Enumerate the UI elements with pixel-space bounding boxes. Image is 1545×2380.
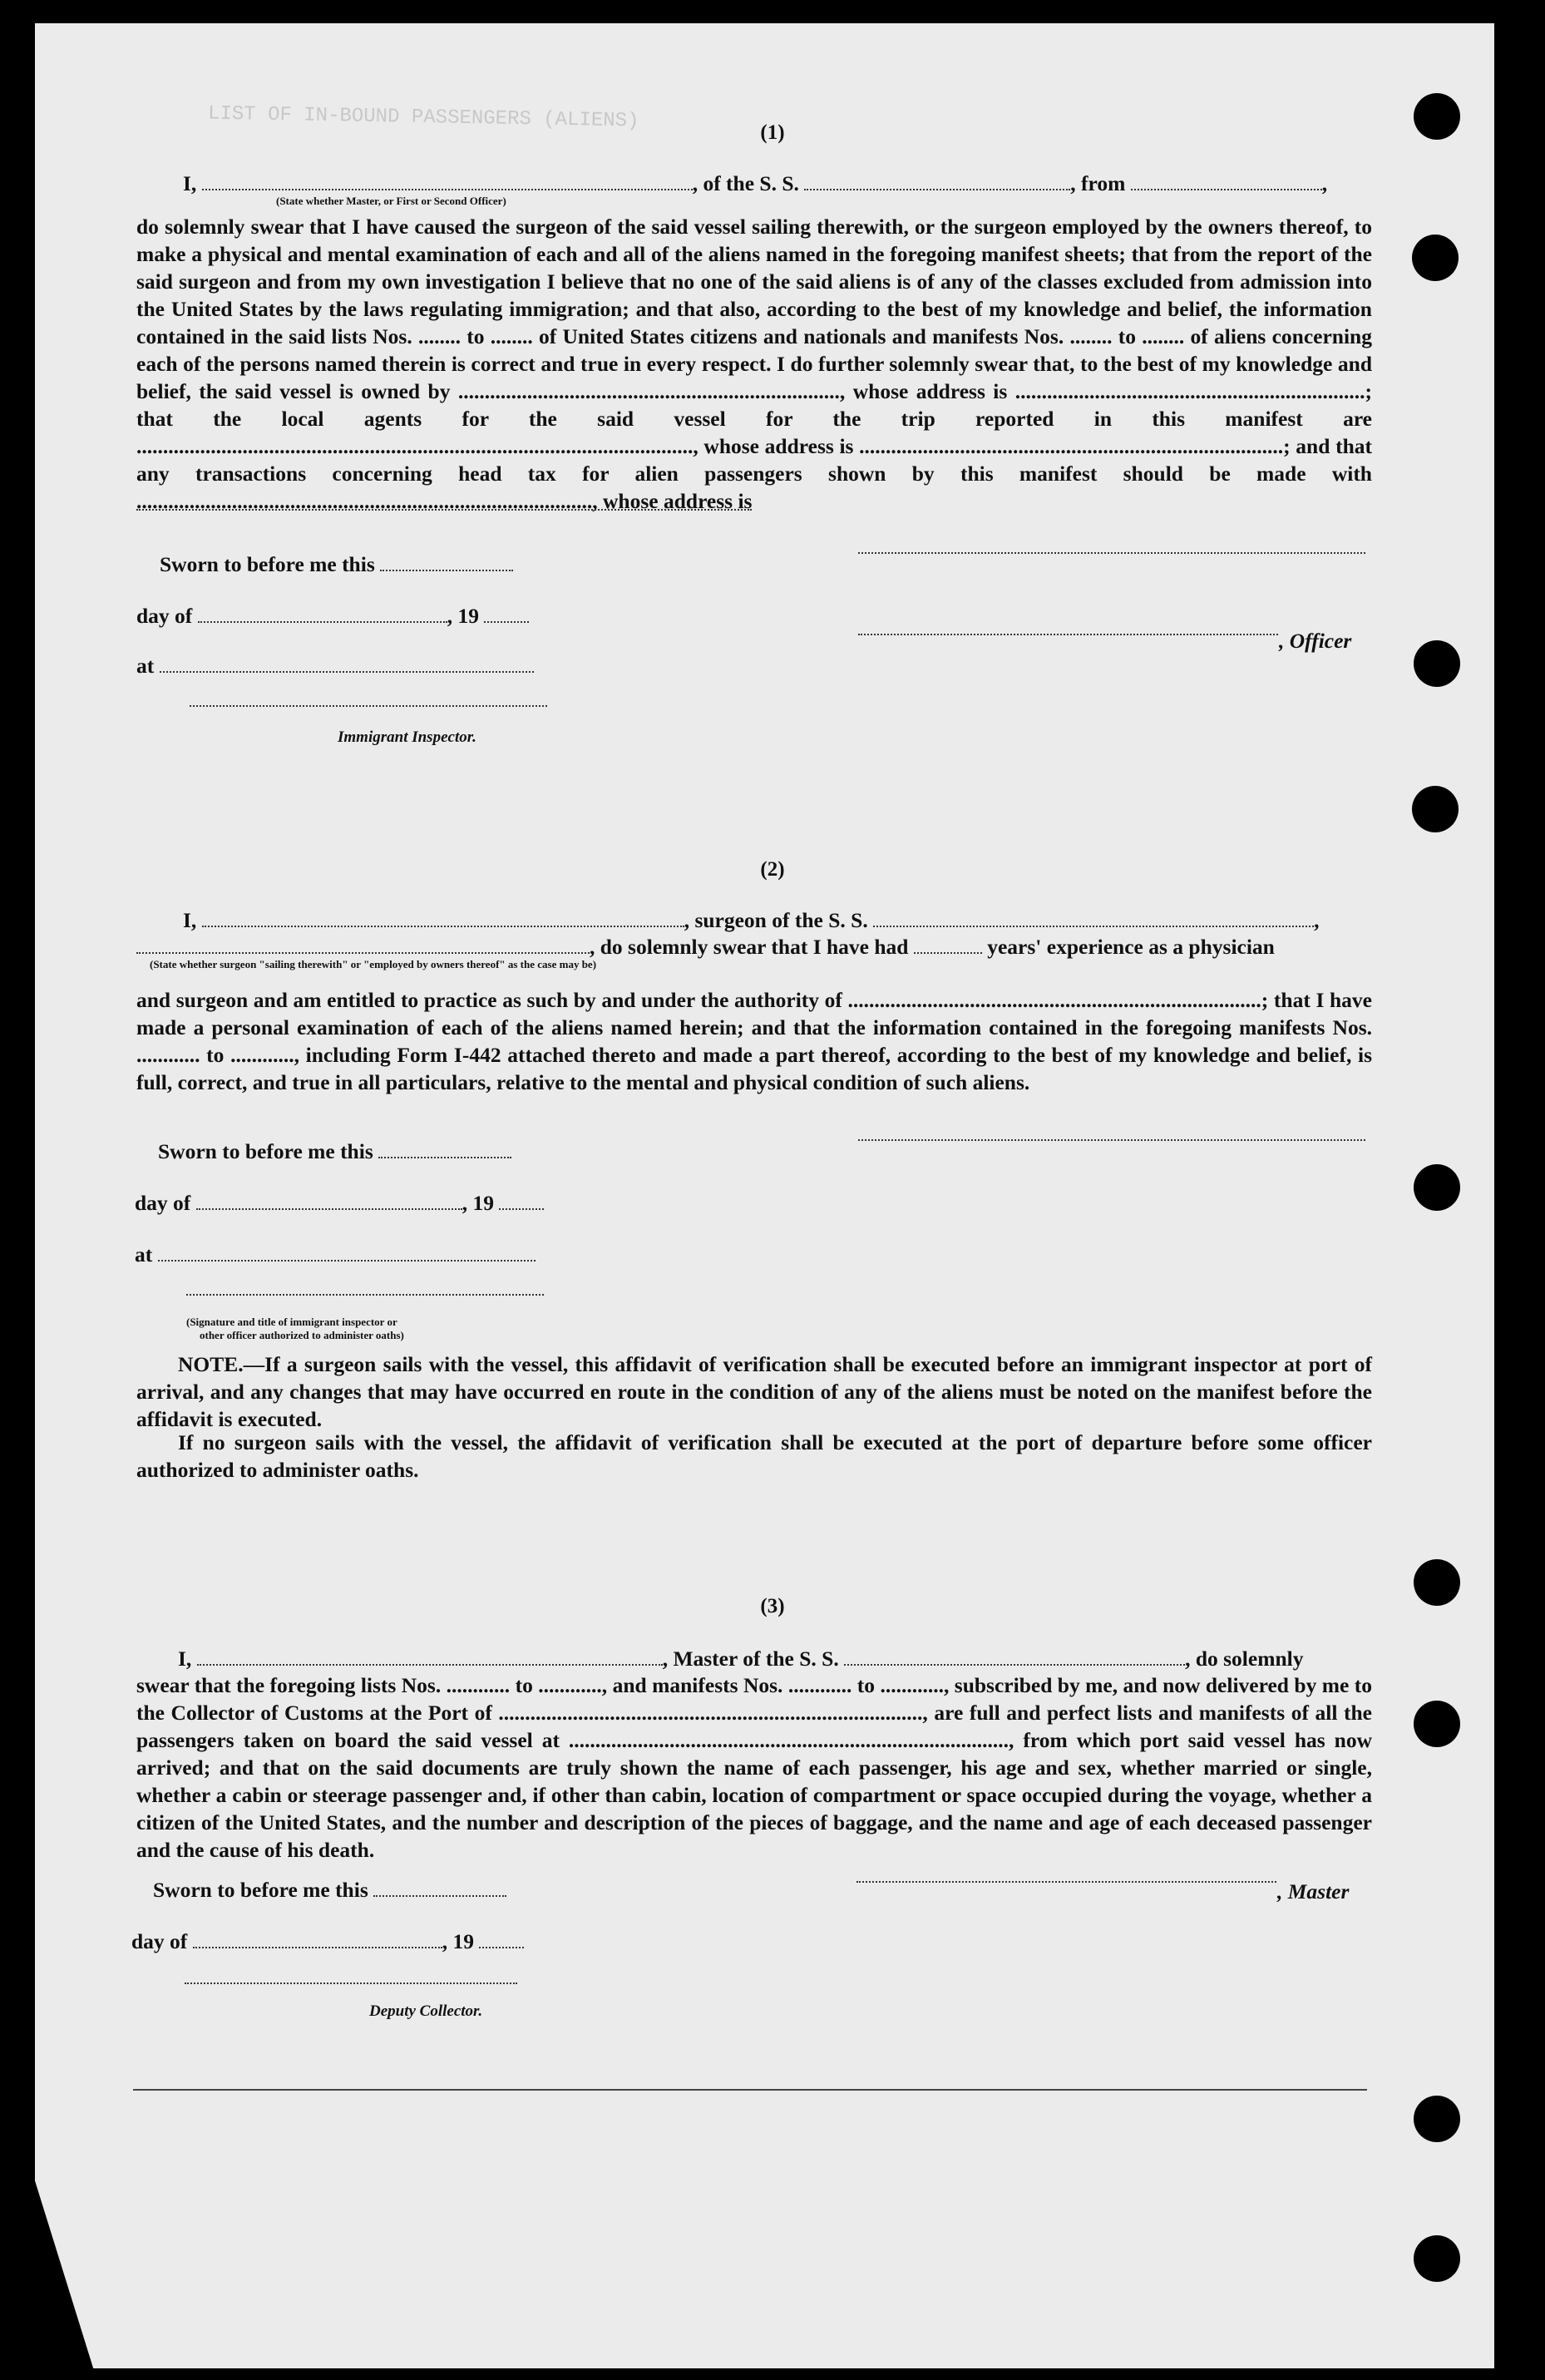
section-2-swear-line — [136, 935, 1275, 960]
note-paragraph: NOTE.—If a surgeon sails with the vessel, this affidavit of verification shall be executed before an immigrant inspector at port of arrival, and any changes that may have occurred en route in the condition of any of the aliens must be noted on the manifest before the affidavit is executed. — [136, 1352, 1372, 1431]
sworn-line — [158, 1139, 511, 1164]
section-1-number: (1) — [760, 121, 785, 144]
surgeon-vessel-field[interactable] — [873, 909, 1314, 927]
at-place-field[interactable] — [158, 1243, 536, 1262]
from-port-field[interactable] — [1131, 172, 1322, 190]
year-field[interactable] — [479, 1930, 524, 1948]
section-3-master-line — [178, 1647, 1303, 1671]
sworn-day-field[interactable] — [373, 1879, 506, 1897]
punch-hole — [1414, 2096, 1460, 2142]
i-label: I, — [178, 1647, 192, 1671]
do-solemnly-label: , do solemnly — [1185, 1647, 1304, 1671]
punch-hole — [1414, 2235, 1460, 2282]
master-vessel-field[interactable] — [844, 1647, 1185, 1666]
of-ss-label: , of the S. S. — [692, 171, 799, 195]
section-2-surgeon-line: I, , surgeon of the S. S. , — [183, 908, 1320, 932]
from-label: , from — [1070, 171, 1126, 195]
sworn-label: Sworn to before me this — [158, 1139, 373, 1163]
day-of-label: day of — [136, 604, 193, 628]
deputy-collector-caption: Deputy Collector. — [369, 2002, 483, 2020]
section-2-body: and surgeon and am entitled to practice as such by and under the authority of ..............................................................................; that I have made a personal examination of each of the aliens named herein; and that the information contained in the foregoing manifests Nos. ............ to ............, including Form I-442 attached thereto and made a part thereof, according to the best of my knowledge and belief, is full, correct, and true in all particulars, relative to the mental and physical condition of such aliens. — [136, 988, 1372, 1094]
officer-signature-line[interactable] — [858, 552, 1365, 554]
surgeon-of-label: , surgeon of the S. S. — [684, 908, 868, 932]
inspector-signature-line[interactable] — [186, 1294, 544, 1296]
section-1-body: do solemnly swear that I have caused the surgeon of the said vessel sailing therewith, or the surgeon employed by the owners thereof, to make a physical and mental examination of each and all of the aliens named in the foregoing manifest sheets; that from the report of the said surgeon and from my own investigation I believe that no one of the said aliens is of any of the classes excluded from admission into the United States by the laws regulating immigration; and that also, according to the best of my knowledge and belief, the information contained in the said lists Nos. ........ to ........ of United States citizens and nationals and manifests Nos. ........ to ........ of aliens concerning each of the persons named therein is correct and true in every respect. I do further solemnly swear that, to the best of my knowledge and belief, the said vessel is owned by ........................................................................, whose address is ..................................................................; that the local agents for the said vessel for the trip reported in this manifest are ........................................................................................................., whose address is ................................................................................; and that any transactions concerning head tax for alien passengers shown by this manifest should be made with ......................................................................................, whose address is — [136, 215, 1372, 513]
surgeon-signature-line[interactable] — [858, 1139, 1365, 1141]
officer-label: , Officer — [1279, 629, 1352, 653]
punch-hole — [1414, 640, 1460, 687]
i-label: I, — [183, 908, 197, 932]
officer-name-field[interactable] — [202, 172, 693, 190]
years-field[interactable] — [914, 936, 982, 954]
year-label: , 19 — [462, 1191, 494, 1215]
month-field[interactable] — [198, 605, 447, 623]
day-of-label: day of — [131, 1929, 188, 1953]
day-of-line — [135, 1191, 544, 1216]
bottom-divider — [133, 2089, 1367, 2091]
master-signature-line[interactable] — [856, 1881, 1276, 1883]
sworn-day-field[interactable] — [380, 553, 513, 571]
sworn-line — [160, 552, 513, 577]
sworn-label: Sworn to before me this — [153, 1878, 368, 1902]
at-label: at — [135, 1242, 153, 1267]
immigrant-inspector-caption: Immigrant Inspector. — [338, 728, 476, 746]
blank-address-line[interactable] — [136, 509, 752, 511]
at-line — [135, 1242, 536, 1267]
punch-hole — [1412, 235, 1459, 281]
section-1-officer-line: I, , of the S. S. , from , — [183, 171, 1328, 195]
inspector-signature-line[interactable] — [190, 705, 547, 707]
years-label: years' experience as a physician — [987, 935, 1275, 959]
sworn-line — [153, 1878, 506, 1903]
section-3-body: swear that the foregoing lists Nos. ............ to ............, and manifests Nos. ............ to ............, subscribed by me, and now delivered by me to the Collector of Customs at the Port of ................................................................................, are full and perfect lists and manifests of all the passengers taken on board the said vessel at ..................................................................................., from which port said vessel has now arrived; and that on the said documents are truly shown the name of each passenger, his age and sex, whether married or single, whether a cabin or steerage passenger and, if other than cabin, location of compartment or space occupied during the voyage, whether a citizen of the United States, and the number and description of the pieces of baggage, and the name and age of each deceased passenger and the cause of his death. — [136, 1673, 1372, 1862]
signature-caption: (Signature and title of immigrant inspector or — [186, 1316, 397, 1328]
at-place-field[interactable] — [160, 654, 534, 673]
section-2-number: (2) — [760, 858, 785, 881]
section-3-number: (3) — [760, 1595, 785, 1617]
year-label: , 19 — [447, 604, 479, 628]
surgeon-status-field[interactable] — [136, 936, 590, 954]
month-field[interactable] — [196, 1192, 462, 1210]
day-of-line — [136, 604, 529, 629]
day-of-label: day of — [135, 1191, 191, 1215]
at-label: at — [136, 654, 155, 678]
vessel-name-field[interactable] — [804, 172, 1070, 190]
sworn-label: Sworn to before me this — [160, 552, 375, 576]
officer-signature-line-2[interactable] — [858, 634, 1278, 635]
punch-hole — [1412, 786, 1459, 832]
sworn-day-field[interactable] — [378, 1140, 511, 1158]
month-field[interactable] — [193, 1930, 442, 1948]
surgeon-name-field[interactable] — [202, 909, 684, 927]
punch-hole — [1414, 1701, 1460, 1747]
year-field[interactable] — [499, 1192, 544, 1210]
i-label: I, — [183, 171, 197, 195]
master-label: , Master — [1277, 1879, 1350, 1904]
at-line — [136, 654, 534, 679]
swear-label: , do solemnly swear that I have had — [590, 935, 909, 959]
year-label: , 19 — [442, 1929, 474, 1953]
bleed-through-text: LIST OF IN-BOUND PASSENGERS (ALIENS) — [207, 102, 639, 133]
officer-rank-note: (State whether Master, or First or Second Officer) — [276, 195, 506, 207]
master-of-label: , Master of the S. S. — [662, 1647, 839, 1671]
punch-hole — [1414, 1164, 1460, 1211]
master-name-field[interactable] — [197, 1647, 663, 1666]
day-of-line — [131, 1929, 524, 1954]
signature-caption: other officer authorized to administer oaths) — [200, 1329, 404, 1341]
deputy-collector-signature-line[interactable] — [185, 1983, 517, 1984]
year-field[interactable] — [484, 605, 529, 623]
surgeon-status-note: (State whether surgeon "sailing therewith" or "employed by owners thereof" as the case may be) — [150, 958, 597, 970]
note-paragraph: If no surgeon sails with the vessel, the affidavit of verification shall be executed at the port of departure before some officer authorized to administer oaths. — [136, 1430, 1372, 1482]
